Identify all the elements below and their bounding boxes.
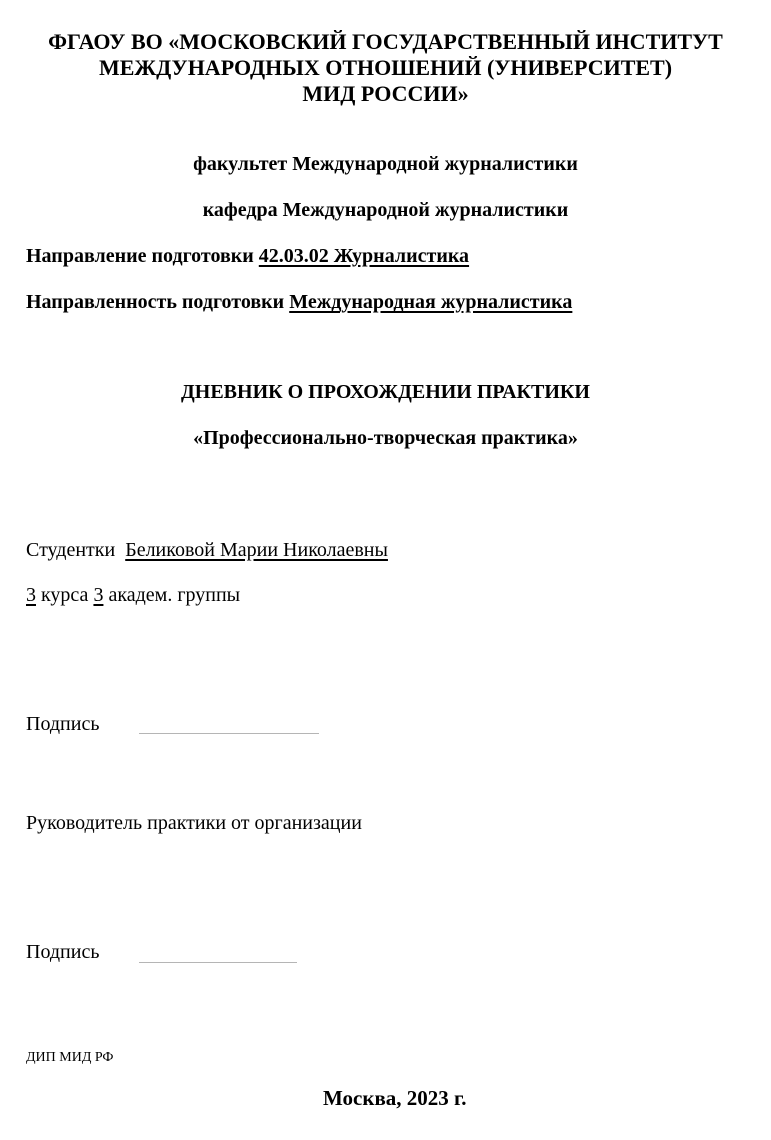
document-title: ДНЕВНИК О ПРОХОЖДЕНИИ ПРАКТИКИ (181, 381, 590, 403)
course-text: курса (41, 584, 89, 606)
supervisor-signature-line (139, 962, 297, 963)
group-number: 3 (93, 584, 104, 606)
supervisor-signature-label: Подпись (26, 941, 100, 963)
institution-line-1: ФГАОУ ВО «МОСКОВСКИЙ ГОСУДАРСТВЕННЫЙ ИНСТИТУТ (48, 29, 723, 54)
institution-line-3: МИД РОССИИ» (302, 81, 469, 106)
course-number: 3 (26, 584, 36, 606)
direction-row (26, 245, 469, 268)
direction-value: 42.03.02 Журналистика (258, 245, 470, 267)
student-label: Студентки (26, 539, 116, 561)
student-signature-line (139, 733, 319, 734)
focus-value: Международная журналистика (289, 291, 573, 313)
institution-line-2: МЕЖДУНАРОДНЫХ ОТНОШЕНИЙ (УНИВЕРСИТЕТ) (98, 55, 673, 80)
student-row (26, 539, 388, 562)
supervisor-label: Руководитель практики от организации (26, 812, 362, 834)
course-row (26, 584, 240, 607)
city-year: Москва, 2023 г. (323, 1086, 467, 1110)
student-name: Беликовой Марии Николаевны (125, 539, 388, 561)
department-line: кафедра Международной журналистики (202, 199, 569, 221)
group-text: академ. группы (108, 584, 241, 606)
focus-row (26, 291, 572, 314)
document-subtitle: «Профессионально-творческая практика» (193, 427, 578, 449)
student-signature-label: Подпись (26, 713, 100, 735)
footer-note: ДИП МИД РФ (26, 1050, 114, 1065)
focus-label: Направленность подготовки (26, 291, 285, 313)
direction-label: Направление подготовки (26, 245, 254, 267)
faculty-line: факультет Международной журналистики (193, 153, 578, 175)
